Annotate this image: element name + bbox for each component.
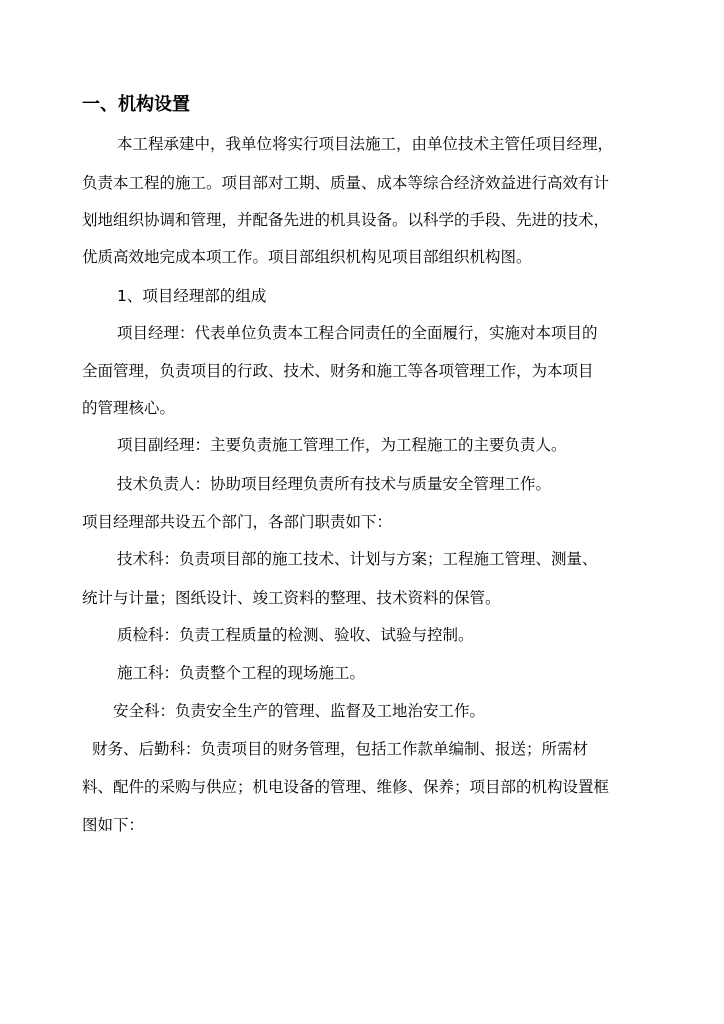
subsection-heading: 1、项目经理部的组成 <box>117 287 267 305</box>
paragraph-line: 全面管理，负责项目的行政、技术、财务和施工等各项管理工作，为本项目 <box>82 362 594 380</box>
paragraph-line: 技术负责人：协助项目经理负责所有技术与质量安全管理工作。 <box>117 475 552 493</box>
paragraph-line: 统计与计量；图纸设计、竣工资料的整理、技术资料的保管。 <box>82 589 501 607</box>
paragraph-line: 财务、后勤科：负责项目的财务管理，包括工作款单编制、报送；所需材 <box>92 740 589 758</box>
paragraph-line: 项目经理部共设五个部门，各部门职责如下： <box>82 513 393 531</box>
paragraph-line: 质检科：负责工程质量的检测、验收、试验与控制。 <box>117 626 474 644</box>
paragraph-line: 划地组织协调和管理，并配备先进的机具设备。以科学的手段、先进的技术， <box>82 211 610 229</box>
paragraph-line: 负责本工程的施工。项目部对工期、质量、成本等综合经济效益进行高效有计 <box>82 174 610 192</box>
paragraph-line: 本工程承建中，我单位将实行项目法施工，由单位技术主管任项目经理， <box>117 135 614 153</box>
paragraph-line: 项目经理：代表单位负责本工程合同责任的全面履行，实施对本项目的 <box>117 324 598 342</box>
paragraph-line: 料、配件的采购与供应；机电设备的管理、维修、保养；项目部的机构设置框 <box>82 778 610 796</box>
paragraph-line: 的管理核心。 <box>82 399 176 417</box>
paragraph-line: 项目副经理：主要负责施工管理工作，为工程施工的主要负责人。 <box>117 436 567 454</box>
paragraph-line: 技术科：负责项目部的施工技术、计划与方案；工程施工管理、测量、 <box>117 550 598 568</box>
paragraph-line: 施工科：负责整个工程的现场施工。 <box>117 664 366 682</box>
section-heading: 一、机构设置 <box>82 94 190 115</box>
paragraph-line: 安全科：负责安全生产的管理、监督及工地治安工作。 <box>113 702 486 720</box>
paragraph-line: 优质高效地完成本项工作。项目部组织机构见项目部组织机构图。 <box>82 248 532 266</box>
paragraph-line: 图如下： <box>82 816 145 834</box>
